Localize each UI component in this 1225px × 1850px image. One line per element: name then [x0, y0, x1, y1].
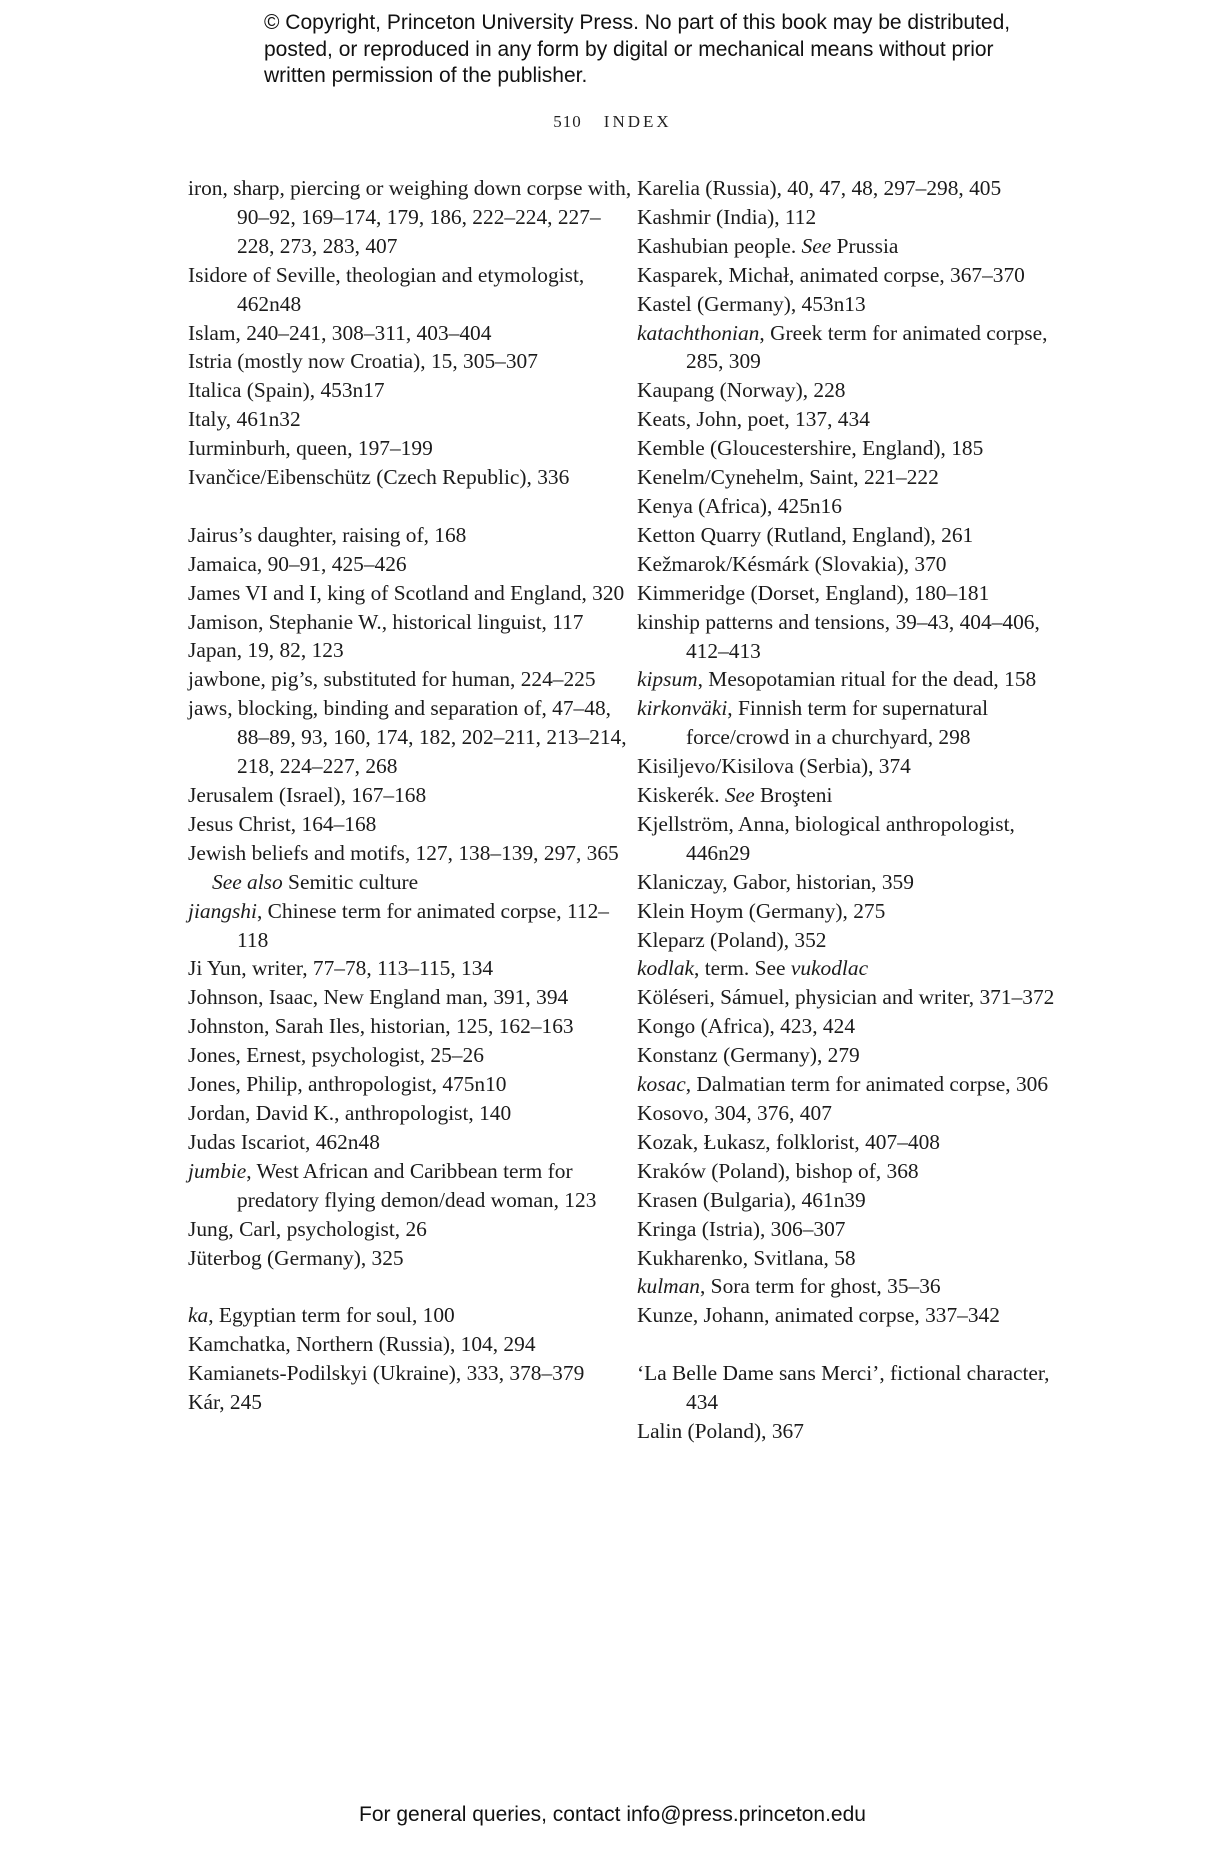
- index-entry: kirkonväki, Finnish term for supernatural force/crowd in a churchyard, 298: [637, 696, 989, 750]
- index-column-right: [637, 174, 1082, 1446]
- index-entry: Istria (mostly now Croatia), 15, 305–307: [188, 349, 538, 374]
- index-entry: Keats, John, poet, 137, 434: [637, 407, 870, 432]
- index-entry: ‘La Belle Dame sans Merci’, fictional character, 434: [637, 1361, 1050, 1415]
- index-entry: Iurminburh, queen, 197–199: [188, 436, 433, 461]
- index-entry: Jamaica, 90–91, 425–426: [188, 551, 407, 576]
- index-entry: Jairus’s daughter, raising of, 168: [188, 522, 467, 547]
- index-entry: Kiskerék. See Broşteni: [637, 783, 833, 808]
- letter-section-gap: [188, 492, 633, 521]
- index-entry: Jewish beliefs and motifs, 127, 138–139, 297, 365: [188, 840, 619, 865]
- index-entry: kosac, Dalmatian term for animated corpse, 306: [637, 1072, 1049, 1097]
- index-entry: katachthonian, Greek term for animated corpse, 285, 309: [637, 320, 1048, 374]
- index-entry: Kimmeridge (Dorset, England), 180–181: [637, 580, 990, 605]
- index-entry: Kasparek, Michał, animated corpse, 367–370: [637, 262, 1025, 287]
- index-entry: jumbie, West African and Caribbean term for predatory flying demon/dead woman, 123: [188, 1158, 597, 1212]
- index-entry: Ji Yun, writer, 77–78, 113–115, 134: [188, 956, 494, 981]
- index-entry: Karelia (Russia), 40, 47, 48, 297–298, 405: [637, 176, 1002, 200]
- index-entry: Kaupang (Norway), 228: [637, 378, 846, 403]
- index-entry: Kežmarok/Késmárk (Slovakia), 370: [637, 551, 947, 576]
- index-entry: Kashmir (India), 112: [637, 204, 817, 229]
- index-entry: Jamison, Stephanie W., historical linguist, 117: [188, 609, 584, 634]
- copyright-notice: © Copyright, Princeton University Press. No part of this book may be distributed, posted, or reproduced in any form by digital or mechanical means without prior written permission of the publisher.: [264, 11, 1011, 87]
- page-number: 510: [553, 112, 582, 131]
- index-entry: Kleparz (Poland), 352: [637, 927, 827, 952]
- index-entry: Jones, Ernest, psychologist, 25–26: [188, 1043, 484, 1068]
- index-entry: Kár, 245: [188, 1390, 262, 1415]
- index-entry: Lalin (Poland), 367: [637, 1418, 804, 1443]
- index-entry: Kunze, Johann, animated corpse, 337–342: [637, 1303, 1000, 1328]
- index-entry: kodlak, term. See vukodlac: [637, 956, 869, 981]
- running-head: [0, 112, 1225, 132]
- running-head-title: INDEX: [603, 112, 672, 131]
- index-entry: Jesus Christ, 164–168: [188, 811, 377, 836]
- index-entry: Jung, Carl, psychologist, 26: [188, 1216, 427, 1241]
- index-subentry: See also Semitic culture: [212, 869, 419, 894]
- index-entry: Kjellström, Anna, biological anthropologist, 446n29: [637, 811, 1015, 865]
- index-entry: Kashubian people. See Prussia: [637, 233, 899, 258]
- index-entry: jaws, blocking, binding and separation of, 47–48, 88–89, 93, 160, 174, 182, 202–211, 213–214, 218, 224–227, 268: [188, 696, 627, 779]
- index-entry: Ketton Quarry (Rutland, England), 261: [637, 522, 974, 547]
- index-entry: Kringa (Istria), 306–307: [637, 1216, 846, 1241]
- index-entry: kulman, Sora term for ghost, 35–36: [637, 1274, 941, 1299]
- index-entry: Kamchatka, Northern (Russia), 104, 294: [188, 1332, 536, 1357]
- index-entry: Islam, 240–241, 308–311, 403–404: [188, 320, 492, 345]
- index-entry: Kozak, Łukasz, folklorist, 407–408: [637, 1129, 940, 1154]
- index-entry: jiangshi, Chinese term for animated corpse, 112–118: [188, 898, 609, 952]
- index-entry: Johnson, Isaac, New England man, 391, 394: [188, 985, 569, 1010]
- index-entry: Jones, Philip, anthropologist, 475n10: [188, 1072, 507, 1097]
- index-entry: Klein Hoym (Germany), 275: [637, 898, 886, 923]
- letter-section-gap: [188, 1272, 633, 1301]
- footer-contact: For general queries, contact info@press.princeton.edu: [359, 1803, 866, 1826]
- index-entry: Italica (Spain), 453n17: [188, 378, 385, 403]
- index-entry: Kongo (Africa), 423, 424: [637, 1014, 856, 1039]
- index-entry: Jordan, David K., anthropologist, 140: [188, 1100, 512, 1125]
- index-entry: Kenelm/Cynehelm, Saint, 221–222: [637, 465, 939, 490]
- index-entry: Kraków (Poland), bishop of, 368: [637, 1158, 919, 1183]
- index-entry: Kemble (Gloucestershire, England), 185: [637, 436, 984, 461]
- index-entry: Isidore of Seville, theologian and etymologist, 462n48: [188, 262, 585, 316]
- index-entry: Kenya (Africa), 425n16: [637, 493, 842, 518]
- index-entry: James VI and I, king of Scotland and England, 320: [188, 580, 625, 605]
- index-entry: ka, Egyptian term for soul, 100: [188, 1303, 455, 1328]
- index-entry: iron, sharp, piercing or weighing down corpse with, 90–92, 169–174, 179, 186, 222–224, 227–228, 273, 283, 407: [188, 176, 632, 258]
- index-entry: Kastel (Germany), 453n13: [637, 291, 866, 316]
- index-column-left: [188, 174, 633, 1417]
- index-entry: Judas Iscariot, 462n48: [188, 1129, 380, 1154]
- index-entry: Italy, 461n32: [188, 407, 301, 432]
- index-entry: kipsum, Mesopotamian ritual for the dead, 158: [637, 667, 1037, 692]
- index-entry: Kisiljevo/Kisilova (Serbia), 374: [637, 754, 911, 779]
- index-entry: Konstanz (Germany), 279: [637, 1043, 860, 1068]
- index-entry: kinship patterns and tensions, 39–43, 404–406, 412–413: [637, 609, 1040, 663]
- index-entry: Jüterbog (Germany), 325: [188, 1245, 404, 1270]
- index-entry: Jerusalem (Israel), 167–168: [188, 783, 427, 808]
- index-entry: jawbone, pig’s, substituted for human, 224–225: [188, 667, 596, 692]
- index-entry: Kosovo, 304, 376, 407: [637, 1101, 832, 1125]
- index-entry: Ivančice/Eibenschütz (Czech Republic), 336: [188, 465, 570, 490]
- index-entry: Köléseri, Sámuel, physician and writer, 371–372: [637, 985, 1055, 1010]
- index-entry: Krasen (Bulgaria), 461n39: [637, 1187, 866, 1212]
- index-entry: Johnston, Sarah Iles, historian, 125, 162–163: [188, 1014, 574, 1039]
- index-entry: Japan, 19, 82, 123: [188, 638, 344, 663]
- index-entry: Kukharenko, Svitlana, 58: [637, 1245, 856, 1270]
- index-entry: Kamianets-Podilskyi (Ukraine), 333, 378–379: [188, 1361, 585, 1386]
- index-entry: Klaniczay, Gabor, historian, 359: [637, 869, 914, 894]
- letter-section-gap: [637, 1330, 1082, 1359]
